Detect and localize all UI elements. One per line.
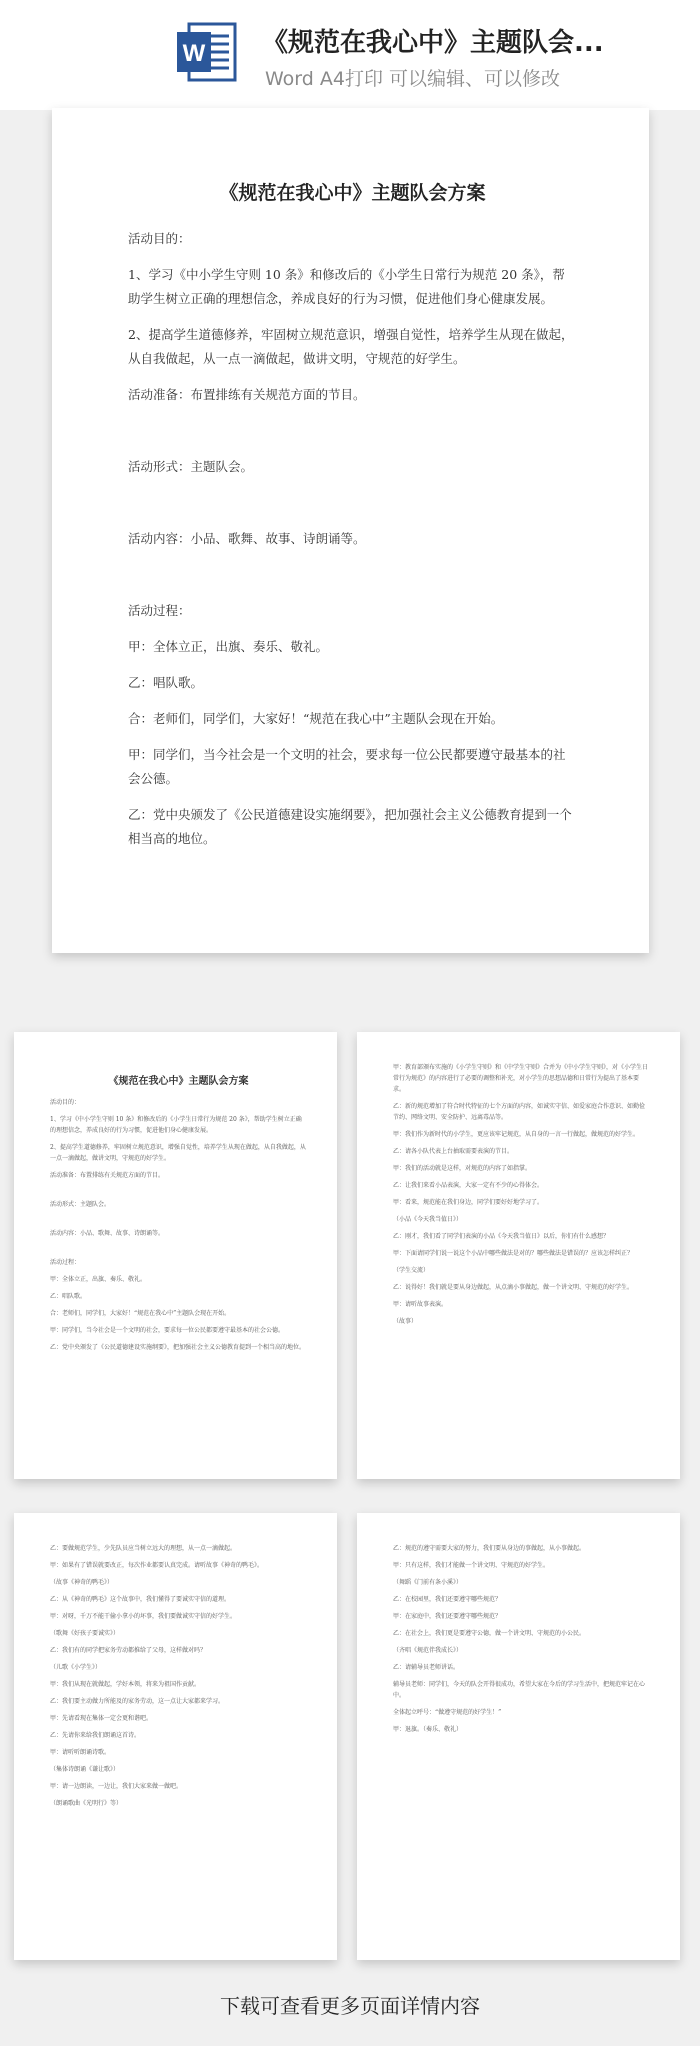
svg-text:W: W [182,40,206,67]
thumbnail-paragraph: 甲：下面请同学们说一说这个小品中哪些做法是对的？哪些做法是错误的？应该怎样纠正？ [393,1250,634,1257]
thumbnail-paragraph: 甲：在家庭中，我们还要遵守哪些规范？ [393,1613,502,1620]
thumbnail-paragraph: 乙：党中央颁发了《公民道德建设实施纲要》，把加强社会主义公德教育提到一个相当高的地位。 [50,1344,306,1351]
thumbnail-paragraph: 活动内容：小品、歌舞、故事、诗朗诵等。 [50,1230,165,1237]
thumbnail-paragraph: 活动过程： [50,1259,81,1266]
thumbnail-paragraph: 甲：我们作为新时代的小学生，更应该牢记规范，从自身的一言一行做起，做规范的好学生。 [393,1131,640,1138]
thumbnail-paragraph: 甲：我们从现在就做起，学好本领，将来为祖国作贡献。 [50,1681,201,1688]
thumbnail-paragraph: 甲：如果有了错误就要改正，每次作业都要认真完成。请听故事《神奇的鸭毛》。 [50,1562,264,1569]
thumbnail-paragraph: 甲：请听故事表演。 [393,1301,448,1308]
thumbnail-paragraph: 乙：在校园里，我们还要遵守哪些规范？ [393,1596,502,1603]
download-more-link[interactable]: 下载可查看更多页面详情内容 [220,1994,480,2018]
thumbnail-paragraph: 甲：请听听朗诵诗歌。 [50,1749,111,1756]
thumbnail-paragraph: 甲：对呀，千万不能干偷小拿小的坏事，我们要做诚实守信的好学生。 [50,1613,237,1620]
thumbnail-paragraph: 甲：教育部颁布实施的《小学生守则》和《中学生守则》合并为《中小学生守则》，对《小学生日常行为规范》的内容进行了必要的调整和补充，对小学生的思想品德和日常行为提出了基本要求。 [393,1064,649,1093]
thumbnail-paragraph: （歌舞《好孩子要诚实》） [50,1630,120,1637]
thumbnail-paragraph: 2、提高学生道德修养，牢固树立规范意识，增强自觉性，培养学生从现在做起，从自我做起，从一点一滴做起，做讲文明，守规范的好学生。 [50,1144,306,1162]
page-thumbnail-3[interactable] [14,1513,337,1960]
thumbnail-paragraph: 甲：请一边朗读，一边让，我们大家来做一做吧。 [50,1783,183,1790]
thumbnail-paragraph: 乙：新的规范增加了符合时代特征的七个方面的内容，如诚实守信、如爱家庭合作意识、如勤俭节约、网络文明、安全防护、远离毒品等。 [393,1103,646,1121]
paragraph: 甲：全体立正，出旗、奏乐、敬礼。 [128,639,329,654]
paragraph: 乙：唱队歌。 [128,675,204,690]
paragraph: 乙：党中央颁发了《公民道德建设实施纲要》，把加强社会主义公德教育提到一个相当高的地位。 [128,807,572,846]
thumbnail-paragraph: 乙：要做规范学生，少先队员应当树立远大的理想，从一点一滴做起。 [50,1545,237,1552]
thumbnail-paragraph: 甲：全体立正，出旗、奏乐、敬礼。 [50,1276,147,1283]
thumbnail-title: 《规范在我心中》主题队会方案 [108,1076,249,1087]
thumbnail-paragraph: 1、学习《中小学生守则 10 条》和修改后的《小学生日常行为规范 20 条》，帮助学生树立正确的理想信念，养成良好的行为习惯，促进他们身心健康发展。 [50,1116,302,1134]
thumbnail-paragraph: 合：老师们，同学们，大家好！“规范在我心中”主题队会现在开始。 [50,1310,231,1317]
thumbnail-paragraph: 乙：在社会上，我们更是要遵守公德，做一个讲文明、守规范的小公民。 [393,1630,586,1637]
thumbnail-paragraph: 甲：只有这样，我们才能做一个讲文明、守规范的好学生。 [393,1562,550,1569]
thumbnail-paragraph: 甲：同学们，当今社会是一个文明的社会，要求每一位公民都要遵守最基本的社会公德。 [50,1327,285,1334]
thumbnail-paragraph: 乙：让我们来看小品表演，大家一定有不少的心得体会。 [393,1182,544,1189]
thumbnail-paragraph: 乙：先请你来给我们朗诵这首诗。 [50,1732,141,1739]
thumbnail-paragraph: （学生交流） [393,1267,430,1274]
paragraph: 2、提高学生道德修养，牢固树立规范意识，增强自觉性，培养学生从现在做起，从自我做起，从一点一滴做起，做讲文明，守规范的好学生。 [128,327,574,366]
thumbnail-paragraph: 甲：我们的活动就是这样，对规范的内容了如指掌。 [393,1165,532,1172]
paragraph: 活动过程： [128,603,191,618]
thumbnail-paragraph: 甲：看来，规范能在我们身边，同学们要好好地学习了。 [393,1199,544,1206]
paragraph: 甲：同学们，当今社会是一个文明的社会，要求每一位公民都要遵守最基本的社会公德。 [128,747,566,786]
paragraph: 活动目的： [128,231,191,246]
thumbnail-paragraph: （集体诗朗诵《谦让歌》） [50,1766,120,1773]
thumbnail-paragraph: （朗诵歌曲《光明行》等） [50,1800,123,1807]
thumbnail-paragraph: 甲：先请看现在集体一定会更和谐吧。 [50,1715,153,1722]
thumbnail-paragraph: 辅导员老师：同学们，今天的队会开得很成功，希望大家在今后的学习生活中，把规范牢记在心中。 [393,1681,646,1699]
thumbnail-paragraph: （故事《神奇的鸭毛》） [50,1579,114,1586]
thumbnail-paragraph: 全体起立呼号：“做遵守规范的好学生！” [393,1709,502,1716]
thumbnail-paragraph: （儿歌《小学生》） [50,1664,102,1671]
thumbnail-paragraph: 乙：唱队歌。 [50,1293,87,1300]
thumbnail-paragraph: 乙：请各小队代表上台抽取需要表演的节目。 [393,1148,514,1155]
thumbnail-paragraph: 活动目的： [50,1099,81,1106]
thumbnail-paragraph: 活动准备：布置排练有关规范方面的节目。 [50,1172,165,1179]
paragraph: 合：老师们，同学们，大家好！“规范在我心中”主题队会现在开始。 [128,711,504,726]
thumbnail-paragraph: 乙：说得好！我们就是要从身边做起，从点滴小事做起，做一个讲文明、守规范的好学生。 [393,1284,634,1291]
paragraph: 活动准备：布置排练有关规范方面的节目。 [128,387,366,402]
thumbnail-paragraph: （舞蹈《门前有条小溪》） [393,1579,463,1586]
document-page-main [52,108,649,953]
thumbnail-paragraph: 乙：我们有的同学把家务劳动都推给了父母，这样做对吗？ [50,1647,207,1654]
thumbnail-paragraph: （齐唱《规范伴我成长》） [393,1647,463,1654]
thumbnail-paragraph: 乙：从《神奇的鸭毛》这个故事中，我们懂得了要诚实守信的道理。 [50,1596,231,1603]
thumbnail-paragraph: 乙：规范的遵守需要大家的努力，我们要从身边的事做起，从小事做起。 [393,1545,586,1552]
document-title: 《规范在我心中》主题队会方案 [219,182,486,204]
page-thumbnail-2[interactable] [357,1032,680,1479]
paragraph: 活动形式：主题队会。 [128,459,254,474]
paragraph: 活动内容：小品、歌舞、故事、诗朗诵等。 [128,531,366,546]
page-subtitle: Word A4打印 可以编辑、可以修改 [265,68,561,90]
word-doc-icon [175,20,239,84]
thumbnail-paragraph: 甲：退旗。（奏乐、敬礼） [393,1726,463,1733]
page-title: 《规范在我心中》主题队会... [262,28,604,58]
thumbnail-paragraph: （小品《今天我当值日》） [393,1216,463,1223]
thumbnail-paragraph: 乙：请辅导员老师讲话。 [393,1664,460,1671]
thumbnail-paragraph: 乙：刚才，我们看了同学们表演的小品《今天我当值日》以后，你们有什么感想？ [393,1233,610,1240]
thumbnail-paragraph: （故事） [393,1318,418,1325]
thumbnail-paragraph: 乙：我们要主动做力所能及的家务劳动，这一点让大家都来学习。 [50,1698,225,1705]
paragraph: 1、学习《中小学生守则 10 条》和修改后的《小学生日常行为规范 20 条》，帮助学生树立正确的理想信念，养成良好的行为习惯，促进他们身心健康发展。 [128,267,565,306]
page-thumbnail-1[interactable] [14,1032,337,1479]
header-bar [0,0,700,110]
page-thumbnail-4[interactable] [357,1513,680,1960]
thumbnail-paragraph: 活动形式：主题队会。 [50,1201,111,1208]
